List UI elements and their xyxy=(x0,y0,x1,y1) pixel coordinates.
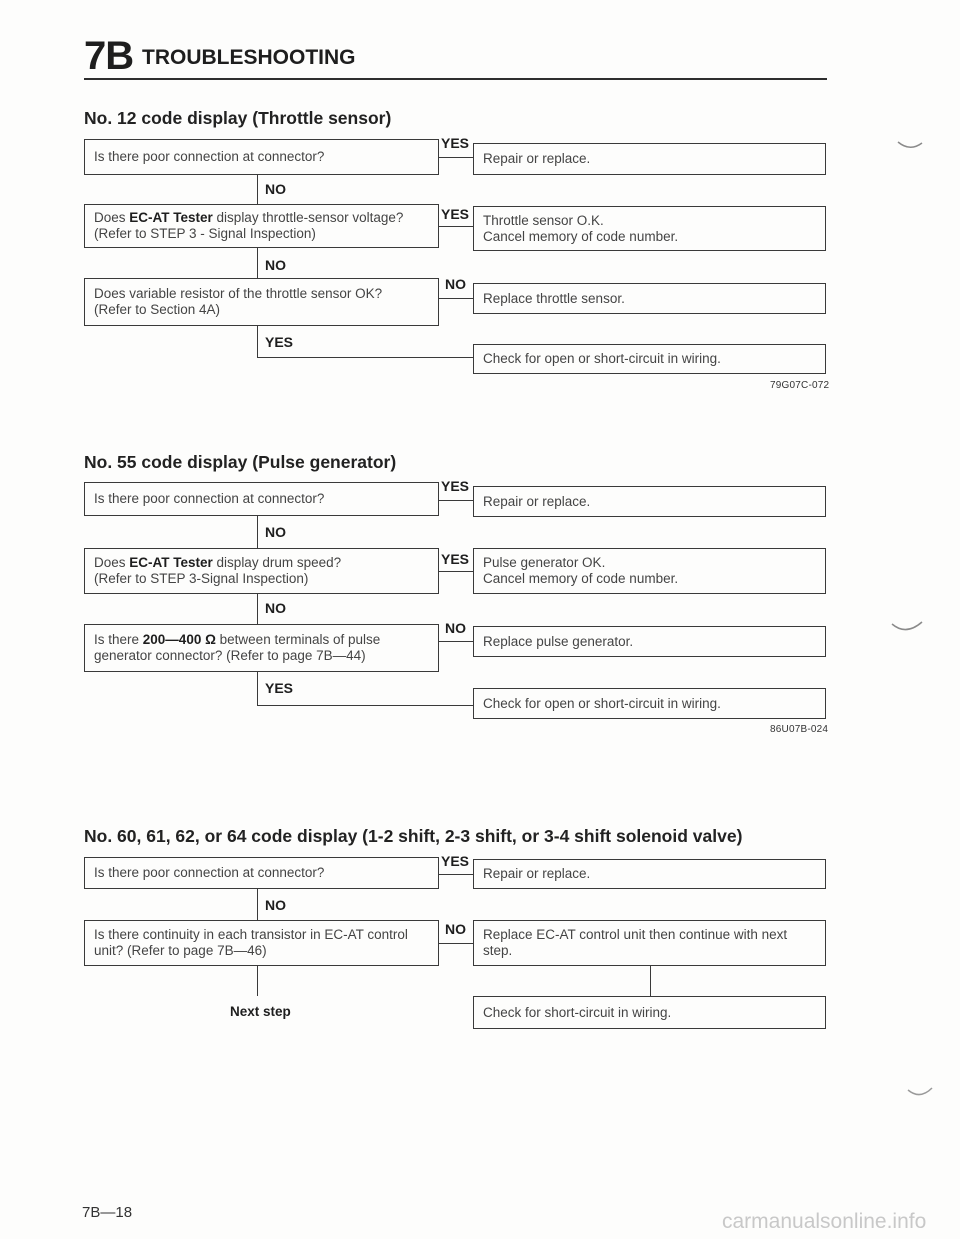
flow-line xyxy=(257,248,258,278)
connector-line xyxy=(439,298,473,299)
result-box-check-wiring: Check for open or short-circuit in wiring. xyxy=(473,344,826,374)
flow-line xyxy=(257,326,258,357)
connector-line xyxy=(439,874,473,875)
yes-label: YES xyxy=(441,206,470,222)
question-box-resistance: Is there 200—400 Ω between terminals of pulse generator connector? (Refer to page 7B—44) xyxy=(84,624,439,672)
connector-line xyxy=(439,943,473,944)
connector-line xyxy=(439,500,473,501)
scan-mark xyxy=(906,1086,936,1102)
no-label: NO xyxy=(445,921,466,937)
flow-line xyxy=(257,594,258,624)
next-step-label: Next step xyxy=(230,1004,291,1019)
question-box-connector: Is there poor connection at connector? xyxy=(84,139,439,175)
no-label: NO xyxy=(265,524,286,540)
flow-line xyxy=(650,966,651,996)
page-number: 7B—18 xyxy=(82,1204,133,1221)
flow-line xyxy=(257,672,258,705)
question-box-connector: Is there poor connection at connector? xyxy=(84,482,439,516)
result-box-check-short-circuit: Check for short-circuit in wiring. xyxy=(473,996,826,1029)
chapter-title: TROUBLESHOOTING xyxy=(142,46,356,69)
result-box-replace-generator: Replace pulse generator. xyxy=(473,626,826,657)
question-box-continuity: Is there continuity in each transistor in EC-AT control unit? (Refer to page 7B—46) xyxy=(84,920,439,966)
connector-line xyxy=(257,705,473,706)
connector-line xyxy=(439,157,473,158)
yes-label: YES xyxy=(265,334,294,350)
connector-line xyxy=(257,357,473,358)
no-label: NO xyxy=(265,257,286,273)
result-box-repair: Repair or replace. xyxy=(473,486,826,517)
yes-label: YES xyxy=(441,551,470,567)
connector-line xyxy=(439,571,473,572)
no-label: NO xyxy=(265,897,286,913)
flow-line xyxy=(257,516,258,548)
yes-label: YES xyxy=(441,478,470,494)
no-label: NO xyxy=(445,620,466,636)
question-box-tester: Does EC-AT Tester display drum speed? (Refer to STEP 3-Signal Inspection) xyxy=(84,548,439,594)
question-box-resistor: Does variable resistor of the throttle sensor OK? (Refer to Section 4A) xyxy=(84,278,439,326)
yes-label: YES xyxy=(441,853,470,869)
no-label: NO xyxy=(265,181,286,197)
result-box-replace-control-unit: Replace EC-AT control unit then continue with next step. xyxy=(473,920,826,966)
result-box-repair: Repair or replace. xyxy=(473,143,826,175)
question-box-connector: Is there poor connection at connector? xyxy=(84,857,439,889)
section-title-solenoid-valve: No. 60, 61, 62, or 64 code display (1-2 shift, 2-3 shift, or 3-4 shift solenoid valve) xyxy=(84,826,743,846)
figure-reference: 86U07B-024 xyxy=(770,724,829,735)
section-title-throttle: No. 12 code display (Throttle sensor) xyxy=(84,108,392,128)
scan-mark xyxy=(896,140,924,154)
figure-reference: 79G07C-072 xyxy=(770,380,830,391)
connector-line xyxy=(439,226,473,227)
yes-label: YES xyxy=(265,680,294,696)
no-label: NO xyxy=(445,276,466,292)
yes-label: YES xyxy=(441,135,470,151)
connector-line xyxy=(439,641,473,642)
section-title-pulse-generator: No. 55 code display (Pulse generator) xyxy=(84,452,397,472)
result-box-sensor-ok: Throttle sensor O.K. Cancel memory of code number. xyxy=(473,206,826,251)
result-box-repair: Repair or replace. xyxy=(473,859,826,889)
no-label: NO xyxy=(265,600,286,616)
flow-line xyxy=(257,889,258,920)
result-box-check-wiring: Check for open or short-circuit in wiring. xyxy=(473,688,826,719)
chapter-code: 7B xyxy=(84,34,134,78)
scan-mark xyxy=(890,620,926,638)
question-box-tester: Does EC-AT Tester display throttle-sensor voltage? (Refer to STEP 3 - Signal Inspection) xyxy=(84,204,439,248)
flow-line xyxy=(257,966,258,996)
result-box-generator-ok: Pulse generator OK. Cancel memory of code number. xyxy=(473,548,826,594)
header-rule xyxy=(84,78,827,80)
result-box-replace-sensor: Replace throttle sensor. xyxy=(473,283,826,314)
watermark: carmanualsonline.info xyxy=(722,1210,927,1233)
flow-line xyxy=(257,175,258,204)
